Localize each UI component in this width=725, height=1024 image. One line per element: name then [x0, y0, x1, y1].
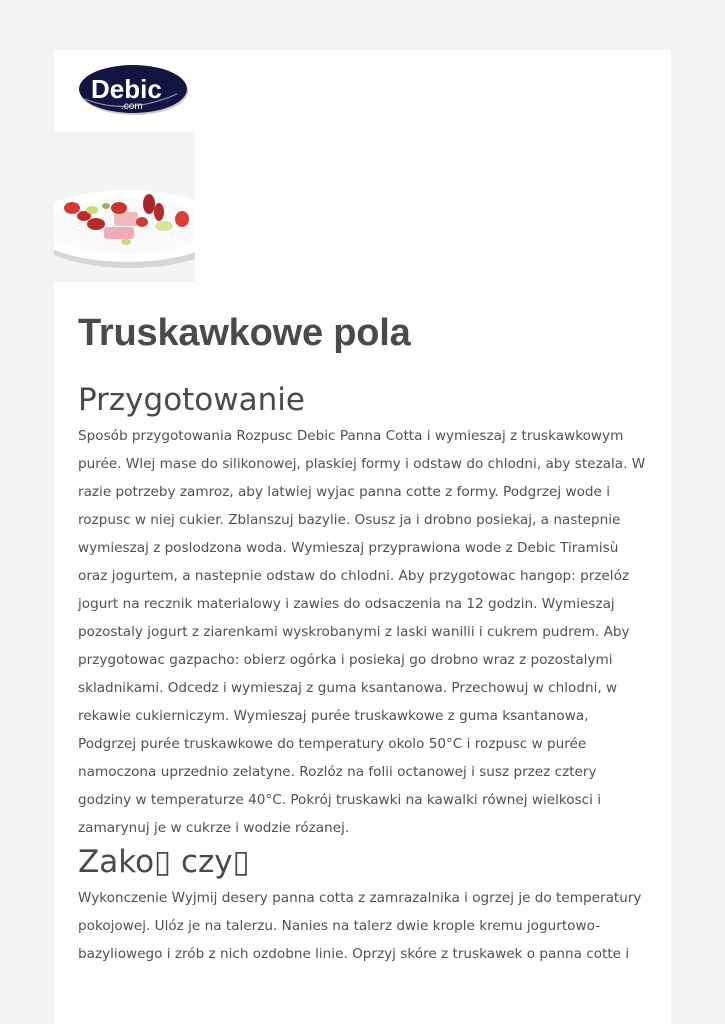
recipe-card [54, 50, 671, 1024]
finishing-text: Wykonczenie Wyjmij desery panna cotta z zamrazalnika i ogrzej je do temperatury pokojowej. Ulóz je na talerzu. Nanies na talerz dwie krople kremu jogurtowo-bazyliowego i zrób z nich ozdobne linie. Oprzyj skóre z truskawek o panna cotte i [78, 890, 642, 962]
logo-domain: .com [121, 101, 143, 112]
preparation-text: Sposób przygotowania Rozpusc Debic Panna Cotta i wymieszaj z truskawkowym purée. Wlej mase do silikonowej, plaskiej formy i odstaw do chlodni, aby stezala. W razie potrzeby zamroz, aby latwiej wyjac panna cotte z formy. Podgrzej wode i rozpusc w niej cukier. Zblanszuj bazylie. Osusz ja i drobno posiekaj, a nastepnie wymieszaj z poslodzona woda. Wymieszaj przyprawiona wode z Debic Tiramisù oraz jogurtem, a nastepnie odstaw do chlodni. Aby przygotowac hangop: przelóz jogurt na recznik materialowy i zawies do odsaczenia na 12 godzin. Wymieszaj pozostaly jogurt z ziarenkami wyskrobanymi z laski wanilii i cukrem pudrem. Aby przygotowac gazpacho: obierz ogórka i posiekaj go drobno wraz z pozostalymi skladnikami. Odcedz i wymieszaj z guma ksantanowa. Przechowuj w chlodni, w rekawie cukierniczym. Wymieszaj purée truskawkowe z guma ksantanowa, Podgrzej purée truskawkowe do temperatury okolo 50°C i rozpusc w purée namoczona uprzednio zelatyne. Rozlóz na folii octanowej i susz przez cztery godziny w temperaturze 40°C. Pokrój truskawki na kawalki równej wielkosci i zamarynuj je w cukrze i wodzie rózanej. [78, 428, 646, 836]
strawberry-dessert-image [54, 132, 195, 282]
logo-wordmark: Debic [91, 74, 162, 104]
recipe-content [78, 308, 648, 968]
finishing-heading: Zako▯ czy▯ [78, 844, 250, 880]
preparation-heading: Przygotowanie [78, 382, 305, 418]
debic-logo[interactable] [77, 64, 189, 118]
recipe-title: Truskawkowe pola [78, 312, 411, 354]
